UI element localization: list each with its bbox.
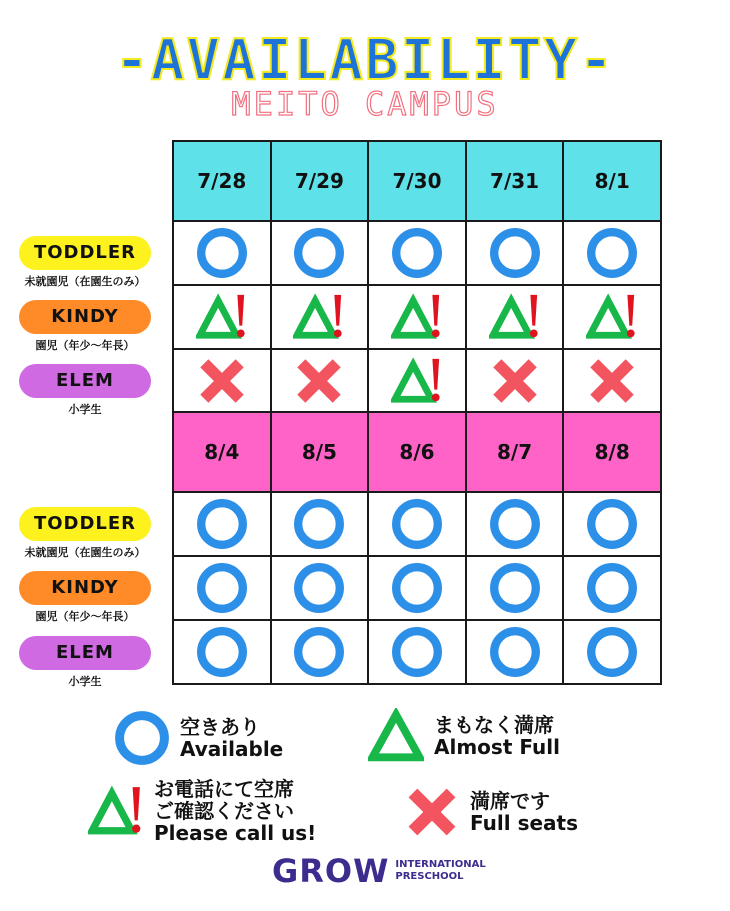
level-label-kindy (0, 571, 170, 624)
date-cell (173, 141, 271, 221)
logo-line2: PRESCHOOL (395, 871, 464, 882)
legend-available-en: Available (180, 737, 284, 761)
kindy-pill: KINDY (19, 571, 151, 605)
date-label: 8/8 (594, 440, 630, 464)
campus-subtitle: MEITO CAMPUS (231, 85, 499, 123)
status-cell (466, 620, 564, 684)
date-label: 7/30 (392, 169, 442, 193)
toddler-pill: TODDLER (19, 236, 151, 270)
legend-full-jp: 満席です (470, 789, 550, 813)
legend-call-us-jp2: ご確認ください (154, 799, 294, 823)
circle-icon (586, 626, 638, 678)
date-header-row (173, 412, 661, 492)
date-header-row (173, 141, 661, 221)
logo-line1: INTERNATIONAL (395, 859, 486, 870)
status-cell (563, 492, 661, 556)
status-cell (466, 556, 564, 620)
date-cell (466, 141, 564, 221)
elem-sub: 小学生 (68, 675, 102, 688)
status-cell (173, 221, 271, 285)
status-cell (368, 349, 466, 413)
status-cell (368, 492, 466, 556)
status-cell (466, 492, 564, 556)
date-label: 8/4 (204, 440, 240, 464)
status-cell (271, 620, 369, 684)
legend-full (404, 784, 578, 840)
circle-icon (196, 498, 248, 550)
date-cell (466, 412, 564, 492)
triangle-exclamation-icon (196, 291, 248, 343)
status-cell (173, 349, 271, 413)
status-cell (368, 221, 466, 285)
circle-icon (391, 498, 443, 550)
circle-icon (489, 227, 541, 279)
date-cell (271, 412, 369, 492)
status-cell (466, 349, 564, 413)
date-label: 7/28 (197, 169, 247, 193)
cross-icon (293, 355, 345, 407)
availability-table-week2 (172, 411, 662, 685)
cross-icon (196, 355, 248, 407)
kindy-pill: KINDY (19, 300, 151, 334)
status-cell (271, 556, 369, 620)
status-cell (563, 556, 661, 620)
circle-icon (196, 227, 248, 279)
date-cell (368, 141, 466, 221)
table-row-kindy (173, 556, 661, 620)
status-cell (271, 285, 369, 349)
circle-icon (293, 626, 345, 678)
kindy-sub: 園児（年少～年長） (35, 339, 135, 352)
circle-icon (293, 562, 345, 614)
status-cell (563, 620, 661, 684)
cross-icon (586, 355, 638, 407)
triangle-exclamation-icon (391, 355, 443, 407)
legend-almost-full-en: Almost Full (434, 735, 560, 759)
date-cell (563, 141, 661, 221)
date-label: 7/31 (490, 169, 540, 193)
status-cell (173, 556, 271, 620)
grow-logo (272, 852, 486, 890)
status-cell (466, 285, 564, 349)
status-cell (563, 285, 661, 349)
legend-available-jp: 空きあり (180, 715, 260, 739)
circle-icon (586, 498, 638, 550)
triangle-exclamation-icon (586, 291, 638, 343)
circle-icon (586, 227, 638, 279)
circle-icon (293, 227, 345, 279)
legend-full-en: Full seats (470, 811, 579, 835)
circle-icon (391, 562, 443, 614)
table-row-toddler (173, 492, 661, 556)
status-cell (173, 620, 271, 684)
triangle-icon (368, 708, 424, 764)
level-label-elem (0, 364, 170, 417)
level-label-elem (0, 636, 170, 689)
toddler-pill: TODDLER (19, 507, 151, 541)
status-cell (368, 285, 466, 349)
date-label: 8/1 (594, 169, 630, 193)
date-cell (368, 412, 466, 492)
toddler-sub: 未就園児（在園生のみ） (24, 275, 146, 288)
date-cell (271, 141, 369, 221)
legend-call-us (88, 778, 316, 844)
toddler-sub: 未就園児（在園生のみ） (24, 546, 146, 559)
level-label-toddler (0, 507, 170, 560)
date-label: 8/5 (301, 440, 337, 464)
circle-icon (293, 498, 345, 550)
availability-table-week1 (172, 140, 662, 414)
table-row-toddler (173, 221, 661, 285)
status-cell (368, 556, 466, 620)
legend-almost-full-jp: まもなく満席 (434, 713, 554, 737)
triangle-exclamation-icon (293, 291, 345, 343)
triangle-exclamation-icon (88, 783, 144, 839)
status-cell (466, 221, 564, 285)
kindy-sub: 園児（年少～年長） (35, 610, 135, 623)
circle-icon (196, 626, 248, 678)
table-row-elem (173, 349, 661, 413)
legend-almost-full (368, 708, 560, 764)
date-label: 7/29 (294, 169, 344, 193)
status-cell (173, 285, 271, 349)
circle-icon (391, 227, 443, 279)
status-cell (563, 221, 661, 285)
status-cell (271, 221, 369, 285)
page-title: -AVAILABILITY- (114, 28, 615, 93)
legend-call-us-en: Please call us! (154, 821, 317, 845)
status-cell (271, 492, 369, 556)
triangle-exclamation-icon (391, 291, 443, 343)
elem-pill: ELEM (19, 364, 151, 398)
circle-icon (586, 562, 638, 614)
table-row-elem (173, 620, 661, 684)
level-label-toddler (0, 236, 170, 289)
date-label: 8/7 (497, 440, 533, 464)
circle-icon (114, 710, 170, 766)
circle-icon (489, 562, 541, 614)
elem-pill: ELEM (19, 636, 151, 670)
cross-icon (489, 355, 541, 407)
status-cell (173, 492, 271, 556)
date-cell (173, 412, 271, 492)
triangle-exclamation-icon (489, 291, 541, 343)
legend-call-us-jp: お電話にて空席 (154, 777, 294, 801)
date-label: 8/6 (399, 440, 435, 464)
table-row-kindy (173, 285, 661, 349)
legend-available (114, 710, 283, 766)
circle-icon (489, 626, 541, 678)
elem-sub: 小学生 (68, 403, 102, 416)
date-cell (563, 412, 661, 492)
circle-icon (489, 498, 541, 550)
level-label-kindy (0, 300, 170, 353)
status-cell (368, 620, 466, 684)
logo-wordmark: GROW (272, 852, 390, 890)
status-cell (563, 349, 661, 413)
circle-icon (196, 562, 248, 614)
cross-icon (404, 784, 460, 840)
circle-icon (391, 626, 443, 678)
status-cell (271, 349, 369, 413)
